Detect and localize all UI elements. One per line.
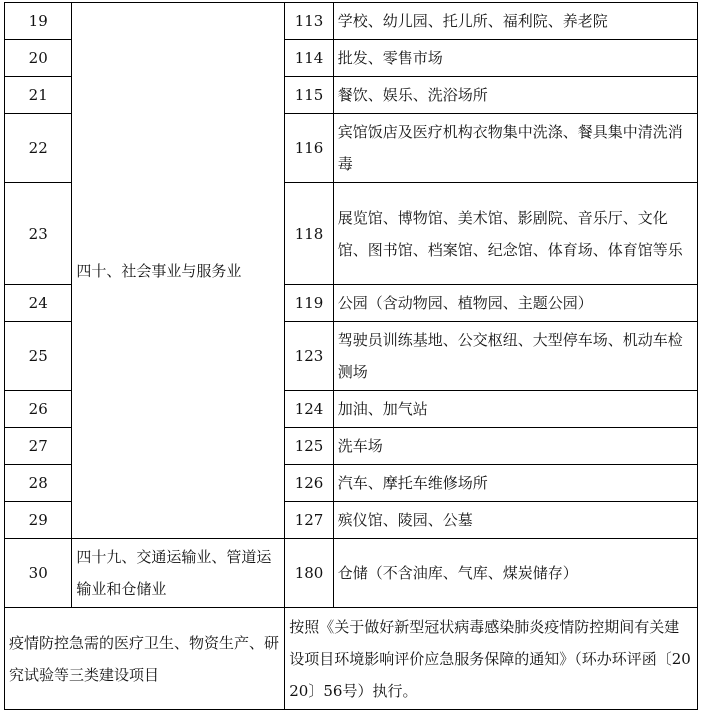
item-description: 加油、加气站 [333,391,697,428]
table-row [5,608,698,710]
item-description: 殡仪馆、陵园、公墓 [333,502,697,539]
category-cell: 四十九、交通运输业、管道运输业和仓储业 [72,539,285,608]
item-description: 汽车、摩托车维修场所 [333,465,697,502]
row-number: 27 [5,428,72,465]
row-number: 19 [5,3,72,40]
item-code: 123 [285,322,333,391]
item-code: 113 [285,3,333,40]
item-description: 驾驶员训练基地、公交枢纽、大型停车场、机动车检测场 [333,322,697,391]
item-code: 125 [285,428,333,465]
item-description: 展览馆、博物馆、美术馆、影剧院、音乐厅、文化馆、图书馆、档案馆、纪念馆、体育场、体育馆等乐 [333,183,697,285]
footer-note: 按照《关于做好新型冠状病毒感染肺炎疫情防控期间有关建设项目环境影响评价应急服务保障的通知》（环办环评函〔2020〕56号）执行。 [285,608,698,710]
item-code: 127 [285,502,333,539]
row-number: 23 [5,183,72,285]
footer-category: 疫情防控急需的医疗卫生、物资生产、研究试验等三类建设项目 [5,608,285,710]
item-description: 洗车场 [333,428,697,465]
item-code: 115 [285,77,333,114]
item-description: 学校、幼儿园、托儿所、福利院、养老院 [333,3,697,40]
row-number: 22 [5,114,72,183]
row-number: 25 [5,322,72,391]
table-row [5,539,698,608]
project-classification-table [4,2,698,710]
row-number: 21 [5,77,72,114]
row-number: 24 [5,285,72,322]
row-number: 30 [5,539,72,608]
item-description: 仓储（不含油库、气库、煤炭储存） [333,539,697,608]
item-description: 餐饮、娱乐、洗浴场所 [333,77,697,114]
table-row [5,3,698,40]
row-number: 26 [5,391,72,428]
item-code: 124 [285,391,333,428]
item-code: 114 [285,40,333,77]
item-description: 公园（含动物园、植物园、主题公园） [333,285,697,322]
row-number: 28 [5,465,72,502]
row-number: 20 [5,40,72,77]
item-description: 宾馆饭店及医疗机构衣物集中洗涤、餐具集中清洗消毒 [333,114,697,183]
item-code: 118 [285,183,333,285]
item-code: 116 [285,114,333,183]
item-code: 126 [285,465,333,502]
row-number: 29 [5,502,72,539]
item-code: 180 [285,539,333,608]
item-code: 119 [285,285,333,322]
category-cell: 四十、社会事业与服务业 [72,3,285,539]
item-description: 批发、零售市场 [333,40,697,77]
